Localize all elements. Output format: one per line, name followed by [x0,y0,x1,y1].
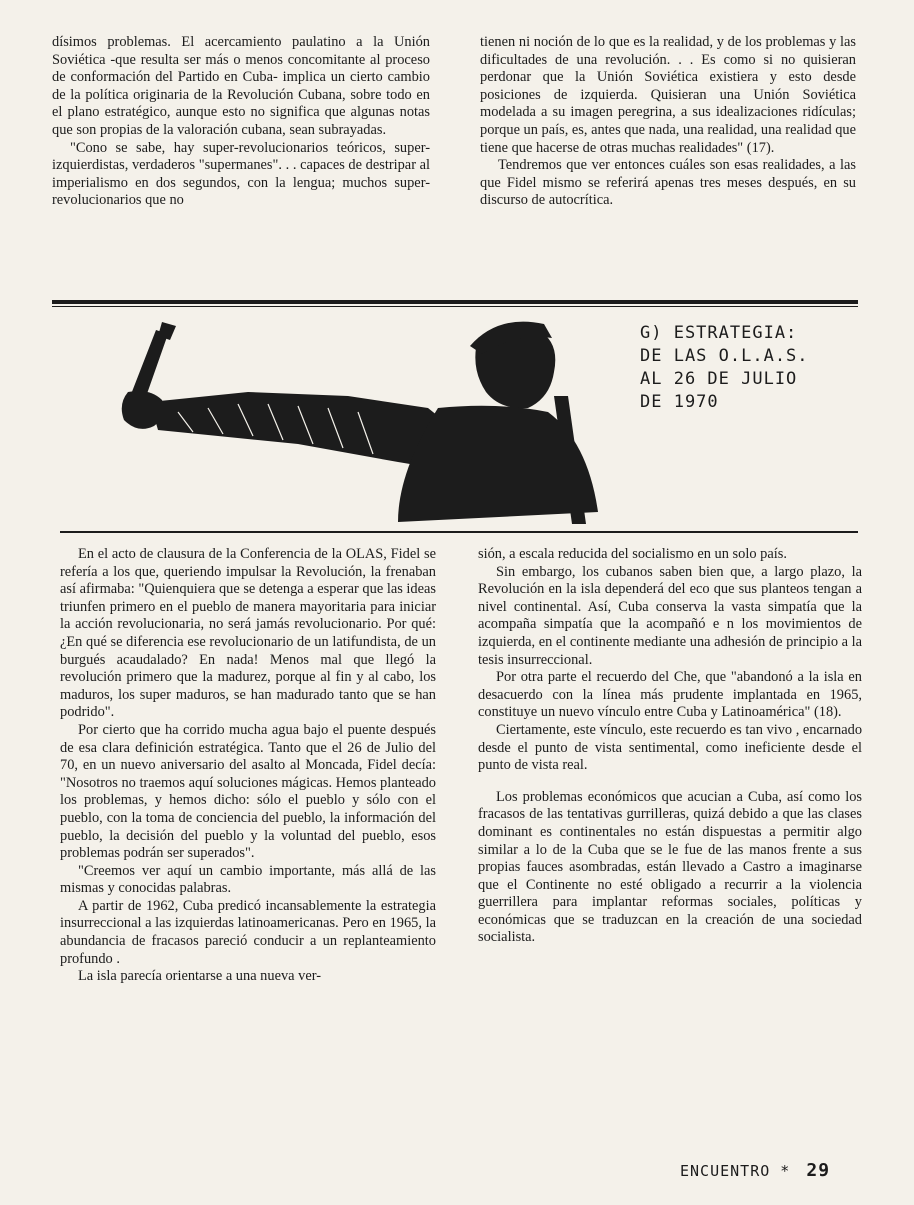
top-right-column [480,34,856,210]
section-divider-bottom [60,531,858,533]
paragraph: A partir de 1962, Cuba predicó incansablemente la estrategia insurreccional a las izquierdas latinoamericanas. Pero en 1965, la abundancia de fracasos pareció conducir a un replanteamiento profundo . [60,897,436,967]
bottom-right-column [478,546,862,947]
page-footer [680,1160,830,1181]
section-divider-top-thin [52,306,858,307]
paragraph: dísimos problemas. El acercamiento paulatino a la Unión Soviética -que resulta ser más o menos concomitante al proceso de conformación del Partido en Cuba- implica un cierto cambio de la política originaria de la Revolución Cubana, sobre todo en el plano estratégico, aunque esto no significa que algunas notas que son propias de la valoración cubana, sean subrayadas. [52,34,430,138]
page-number: 29 [806,1160,831,1181]
paragraph: Tendremos que ver entonces cuáles son esas realidades, a las que Fidel mismo se referirá apenas tres meses después, en su discurso de autocrítica. [480,157,856,209]
paragraph: En el acto de clausura de la Conferencia de la OLAS, Fidel se refería a los que, queriendo impulsar la Revolución, la frenaban así afirmaba: "Quienquiera que se detenga a esperar que las ideas triunfen primero en el pueblo de manera mayoritaria para iniciar la acción revolucionaria, no será jamás revolucionario. Por qué: ¿En qué se diferencia ese revolucionario de un latifundista, de un burgués acaudalado? En nada! Menos mal que llegó la revolución primero que la madurez, porque al fin y al cabo, los maduros, los super maduros, se han madurado tanto que se han podrido". [60,546,436,721]
heading-line: DE 1970 [640,392,719,412]
paragraph: "Creemos ver aquí un cambio importante, más allá de las mismas y conocidas palabras. [60,862,436,897]
magazine-name: ENCUENTRO * [680,1162,791,1180]
paragraph: Ciertamente, este vínculo, este recuerdo es tan vivo , encarnado desde el punto de vista sentimental, como ineficiente desde el punto de vista real. [478,721,863,774]
paragraph: "Cono se sabe, hay super-revolucionarios teóricos, super-izquierdistas, verdaderos "supermanes". . . capaces de destripar al imperialismo en dos segundos, con la lengua; muchos super-revolucionarios que no [52,139,430,209]
paragraph: Sin embargo, los cubanos saben bien que, a largo plazo, la Revolución en la isla dependerá del eco que sus planteos tengan a nivel continental. Así, Cuba conserva la vasta simpatía que la acompaña simpatía que la acompañó e n los movimientos de izquierda, en el continente mediante una adhesión de principio a la tesis insurreccional. [478,563,863,668]
bottom-left-column [60,546,436,986]
paragraph: Los problemas económicos que acucian a Cuba, así como los fracasos de las tentativas gurrilleras, quizá debido a que las clases dominant es continentales no están dispuestas a permitir algo similar a lo de la Cuba que se le fue de las manos frente a sus propias fauces asombradas, están llevado a Castro a imaginarse que el Continente no esté obligado a recurrir a la violencia guerrillera para implantar reformas sociales, políticas y económicas que se traduzcan en la creación de una sociedad socialista. [478,788,862,946]
section-divider-top [52,300,858,304]
paragraph: La isla parecía orientarse a una nueva ver- [78,968,322,985]
paragraph: tienen ni noción de lo que es la realidad, y de los problemas y las dificultades de una revolución. . . Es como si no quisieran perdonar que la Unión Soviética existiera y esto desde posiciones de izquierda. Quisieran una Unión Soviética modelada a su imagen peregrina, a sus idealizaciones ridículas; porque un país, es, antes que nada, una realidad, una realidad que tiene que hacerse de otras muchas realidades" (17). [480,34,857,156]
section-heading [640,322,860,414]
paragraph: Por otra parte el recuerdo del Che, que "abandonó a la isla en desacuerdo con la línea más prudente implantada en 1965, constituye un nuevo vínculo entre Cuba y Latinoamérica" (18). [478,669,862,721]
paragraph: Por cierto que ha corrido mucha agua bajo el puente después de esa clara definición estratégica. Tanto que el 26 de Julio del 70, en un nuevo aniversario del asalto al Moncada, Fidel decía: "Nosotros no traemos aquí soluciones mágicas. Hemos planteado los problemas, y hemos dicho: sólo el pueblo y sólo con el pueblo, con la toma de conciencia del pueblo, la información del pueblo, la decisión del pueblo y la voluntad del pueblo, esos problemas podrán ser superados". [60,721,436,862]
heading-line: G) ESTRATEGIA: [640,323,798,343]
heading-line: AL 26 DE JULIO [640,369,798,389]
paragraph: sión, a escala reducida del socialismo en un solo país. [478,546,787,562]
heading-line: DE LAS O.L.A.S. [640,346,809,366]
raised-fist-figure-icon [98,312,618,530]
top-left-column [52,34,430,210]
